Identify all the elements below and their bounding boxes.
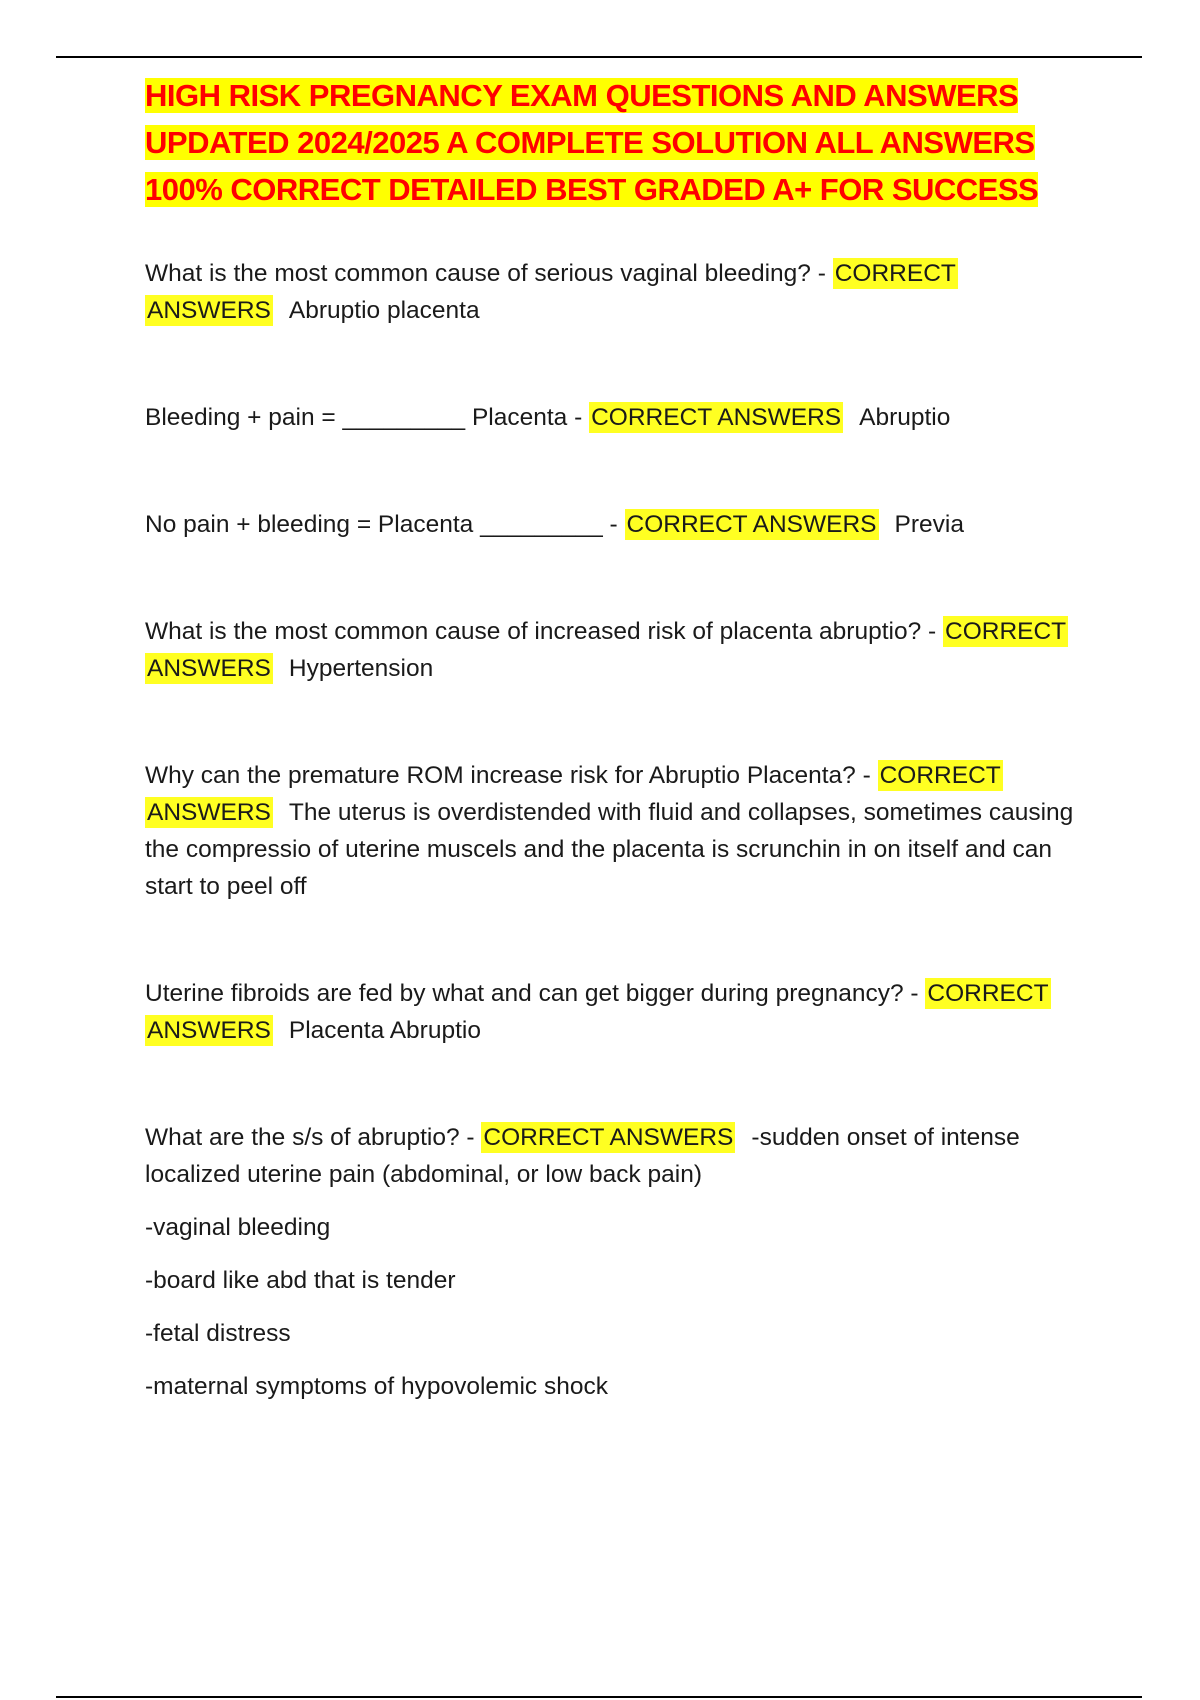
- answer-text: Placenta Abruptio: [288, 1017, 481, 1044]
- correct-answers-label: CORRECT ANSWERS: [626, 511, 877, 538]
- answer-text: Previa: [894, 511, 964, 538]
- correct-answers-label: CORRECT ANSWERS: [483, 1124, 734, 1151]
- bottom-rule: [56, 1696, 1142, 1698]
- qa-item: [145, 975, 1085, 1049]
- question-text: No pain + bleeding = Placenta _________ -: [145, 511, 618, 538]
- symptom-item: -fetal distress: [145, 1320, 291, 1347]
- symptom-item: -maternal symptoms of hypovolemic shock: [145, 1373, 608, 1400]
- question-text: Bleeding + pain = _________ Placenta -: [145, 404, 583, 431]
- title-line-3: 100% CORRECT DETAILED BEST GRADED A+ FOR SUCCESS: [145, 172, 1039, 207]
- question-text: What is the most common cause of serious vaginal bleeding? -: [145, 260, 826, 287]
- answer-text: Abruptio placenta: [288, 297, 480, 324]
- question-text: What is the most common cause of increased risk of placenta abruptio? -: [145, 618, 937, 645]
- answer-text: Abruptio: [859, 404, 951, 431]
- qa-item: [145, 1119, 1085, 1193]
- title-line-1: HIGH RISK PREGNANCY EXAM QUESTIONS AND ANSWERS: [145, 78, 1019, 113]
- symptom-item: -vaginal bleeding: [145, 1214, 331, 1241]
- title-line-2: UPDATED 2024/2025 A COMPLETE SOLUTION ALL ANSWERS: [145, 125, 1035, 160]
- qa-item: [145, 506, 1085, 543]
- correct-answers-label: CORRECT ANSWERS: [147, 260, 956, 324]
- correct-answers-label: CORRECT ANSWERS: [147, 762, 1001, 826]
- symptom-item: -board like abd that is tender: [145, 1267, 456, 1294]
- question-text: Uterine fibroids are fed by what and can get bigger during pregnancy? -: [145, 980, 919, 1007]
- correct-answers-label: CORRECT ANSWERS: [147, 980, 1049, 1044]
- qa-item: [145, 255, 1085, 329]
- qa-item: [145, 399, 1085, 436]
- top-rule: [56, 56, 1142, 58]
- document-title: [145, 72, 1085, 213]
- correct-answers-label: CORRECT ANSWERS: [591, 404, 842, 431]
- answer-text: The uterus is overdistended with fluid and collapses, sometimes causing the compressio of uterine muscels and the placenta is scrunchin in on itself and can start to peel off: [145, 799, 1074, 900]
- answer-text: -sudden onset of intense localized uterine pain (abdominal, or low back pain): [145, 1124, 1020, 1188]
- correct-answers-label: CORRECT ANSWERS: [147, 618, 1067, 682]
- question-text: Why can the premature ROM increase risk for Abruptio Placenta? -: [145, 762, 871, 789]
- qa-item: [145, 757, 1085, 905]
- qa-item: [145, 613, 1085, 687]
- answer-text: Hypertension: [288, 655, 434, 682]
- question-text: What are the s/s of abruptio? -: [145, 1124, 475, 1151]
- document-body: [145, 72, 1085, 1407]
